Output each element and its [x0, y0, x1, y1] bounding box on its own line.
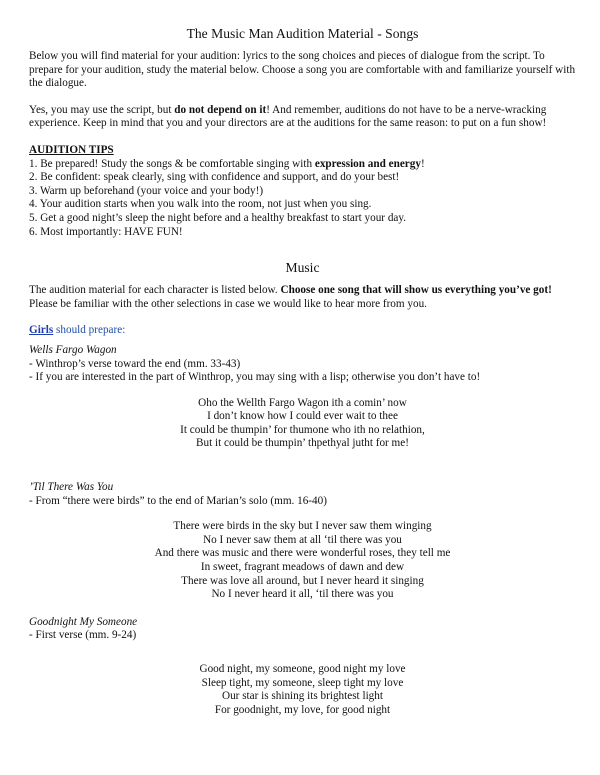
- song-block: [29, 481, 576, 602]
- song-title: Goodnight My Someone: [29, 615, 138, 628]
- tip-item: 3. Warm up beforehand (your voice and your body!): [29, 184, 264, 197]
- lyric-line: In sweet, fragrant meadows of dawn and dew: [200, 561, 405, 574]
- song-title: ’Til There Was You: [29, 481, 114, 494]
- music-desc-end: Please be familiar with the other selections in case we would like to hear more from you.: [29, 297, 427, 310]
- script-text-start: Yes, you may use the script, but: [29, 103, 175, 116]
- lyric-line: No I never saw them at all ‘til there was you: [203, 533, 402, 546]
- lyric-line: There were birds in the sky but I never saw them winging: [173, 520, 432, 533]
- song-title: Wells Fargo Wagon: [29, 343, 117, 356]
- song-note: - First verse (mm. 9-24): [29, 629, 137, 642]
- song-block: [29, 616, 576, 718]
- song-note: - If you are interested in the part of Winthrop, you may sing with a lisp; otherwise you don’t have to!: [29, 371, 481, 384]
- tip-text-bold: expression and energy: [314, 157, 421, 170]
- song-lyrics: [29, 663, 576, 717]
- lyric-line: Our star is shining its brightest light: [222, 690, 383, 703]
- tip-item: 6. Most importantly: HAVE FUN!: [29, 225, 183, 238]
- script-paragraph: [29, 104, 576, 131]
- lyric-line: Sleep tight, my someone, sleep tight my love: [201, 676, 404, 689]
- lyric-line: Oho the Wellth Fargo Wagon ith a comin’ now: [198, 396, 407, 409]
- music-desc-start: The audition material for each character is listed below.: [29, 284, 281, 297]
- tip-item: 5. Get a good night’s sleep the night before and a healthy breakfast to start your day.: [29, 211, 407, 224]
- lyric-line: And there was music and there were wonderful roses, they tell me: [154, 547, 451, 560]
- music-desc-bold: Choose one song that will show us everything you’ve got!: [280, 284, 552, 297]
- lyric-line: I don’t know how I could ever wait to thee: [207, 410, 398, 423]
- song-lyrics: [29, 520, 576, 602]
- lyric-line: But it could be thumpin’ thpethyal jutht for me!: [196, 437, 409, 450]
- song-note: - Winthrop’s verse toward the end (mm. 33-43): [29, 357, 241, 370]
- girls-prepare-text: should prepare:: [53, 324, 126, 337]
- tips-heading: AUDITION TIPS: [29, 143, 114, 156]
- girls-prepare-line: [29, 324, 576, 338]
- girls-link[interactable]: Girls: [29, 324, 54, 337]
- music-heading: Music: [285, 260, 320, 276]
- tip-item: [29, 158, 576, 172]
- music-description: [29, 284, 576, 311]
- intro-text: Below you will find material for your audition: lyrics to the song choices and pieces of dialogue from the script. To prepare for your audition, study the material below. Choose a song you are comfortable with and familiarize yourself with the dialogue.: [29, 50, 576, 90]
- song-note: - From “there were birds” to the end of Marian’s solo (mm. 16-40): [29, 494, 327, 507]
- tip-text: 1. Be prepared! Study the songs & be comfortable singing with: [29, 157, 315, 170]
- tip-item: 4. Your audition starts when you walk into the room, not just when you sing.: [29, 198, 372, 211]
- lyric-line: There was love all around, but I never heard it singing: [181, 574, 424, 587]
- song-lyrics: [29, 397, 576, 451]
- tips-list: [29, 158, 576, 240]
- script-text-end: ! And remember, auditions do not have to be a nerve-wracking experience. Keep in mind that you and your directors are at the auditions for the same reason: to put on a fun show!: [29, 103, 547, 130]
- song-block: [29, 344, 576, 451]
- lyric-line: Good night, my someone, good night my love: [199, 663, 406, 675]
- lyric-line: No I never heard it all, ‘til there was you: [211, 588, 394, 601]
- script-text-bold: do not depend on it: [174, 103, 267, 116]
- tip-item: 2. Be confident: speak clearly, sing with confidence and support, and do your best!: [29, 171, 400, 184]
- tip-text-end: !: [420, 157, 425, 170]
- audition-tips: [29, 144, 576, 239]
- intro-paragraph: [29, 50, 576, 91]
- page-title: The Music Man Audition Material - Songs: [186, 26, 419, 41]
- lyric-line: For goodnight, my love, for good night: [214, 703, 391, 716]
- lyric-line: It could be thumpin’ for thumone who ith no relathion,: [180, 423, 425, 436]
